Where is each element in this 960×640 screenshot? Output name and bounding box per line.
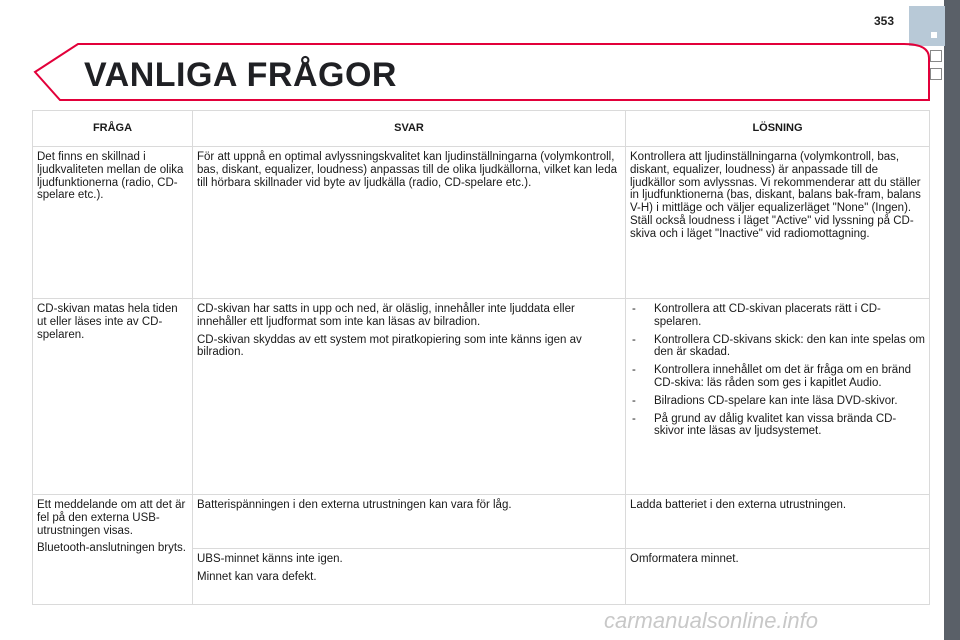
column-header-question: FRÅGA: [33, 111, 193, 147]
watermark: carmanualsonline.info: [604, 608, 819, 633]
square-outline-icon: [930, 68, 942, 80]
table-row: [33, 299, 930, 495]
list-item: - På grund av dålig kvalitet kan vissa brända CD-skivor inte läsas av ljudsystemet.: [632, 412, 897, 438]
table-header-row: [33, 111, 930, 147]
list-item: - Kontrollera att CD-skivan placerats rätt i CD-spelaren.: [632, 303, 881, 328]
answer-text: CD-skivan skyddas av ett system mot piratkopiering som inte känns igen av bilradion.: [197, 333, 582, 359]
column-header-answer: SVAR: [193, 111, 626, 147]
solution-text: Ladda batteriet i den externa utrustningen.: [630, 499, 847, 511]
answer-cell: [193, 495, 626, 549]
solution-item-text: Kontrollera innehållet om det är fråga om en bränd CD-skiva: läs råden som ges i kapitlet Audio.: [654, 364, 911, 389]
faq-table: [32, 110, 930, 605]
page-number: 353: [874, 14, 895, 28]
answer-text: Minnet kan vara defekt.: [197, 570, 317, 583]
solution-item-text: Kontrollera CD-skivans skick: den kan inte spelas om den är skadad.: [654, 333, 926, 359]
right-edge-strip: [944, 0, 960, 640]
solution-cell: [626, 147, 930, 299]
solution-item-text: På grund av dålig kvalitet kan vissa brända CD-skivor inte läsas av ljudsystemet.: [654, 412, 897, 438]
question-cell: [33, 299, 193, 495]
table-row: [33, 147, 930, 299]
answer-text: CD-skivan har satts in upp och ned, är oläslig, innehåller inte ljuddata eller innehåller ett ljudformat som inte kan läsas av bilradion.: [197, 303, 575, 328]
answer-text: För att uppnå en optimal avlyssningskvalitet kan ljudinställningarna (volymkontroll, bas, diskant, equalizer, loudness) anpassas till de olika ljudkällorna, vilket kan leda till hörbara skillnader vid byte av ljudkälla (radio, CD-spelare etc.).: [197, 151, 617, 189]
solution-item-text: Kontrollera att CD-skivan placerats rätt i CD-spelaren.: [654, 303, 881, 328]
square-outline-icon: [930, 50, 942, 62]
question-text: CD-skivan matas hela tiden ut eller läses inte av CD-spelaren.: [37, 303, 178, 341]
question-text: Det finns en skillnad i ljudkvaliteten mellan de olika ljudfunktionerna (radio, CD-spelare etc.).: [37, 151, 184, 202]
page-title: VANLIGA FRÅGOR: [84, 56, 397, 94]
solution-cell: [626, 495, 930, 549]
solution-text: Omformatera minnet.: [630, 553, 739, 565]
list-item: - Bilradions CD-spelare kan inte läsa DVD-skivor.: [632, 394, 898, 407]
chapter-tab-marker: [931, 32, 937, 38]
answer-cell: [193, 147, 626, 299]
solution-text: Kontrollera att ljudinställningarna (volymkontroll, bas, diskant, equalizer, loudness) är anpassade till de ljudkällor som avlyssnas. Vi rekommenderar att du ställer in ljudfunktionerna (bas, diskant, balans bak-fram, balans V-H) i mittläge och väljer equalizerläget "None" (Ingen). Ställ också loudness i läget "Active" vid lyssning på CD-skiva och i läget "Inactive" vid radiomottagning.: [630, 151, 921, 240]
question-cell: [33, 495, 193, 605]
table-row: [33, 495, 930, 549]
list-item: - Kontrollera innehållet om det är fråga om en bränd CD-skiva: läs råden som ges i kapitlet Audio.: [632, 364, 911, 389]
column-header-solution: LÖSNING: [626, 111, 930, 147]
list-item: - Kontrollera CD-skivans skick: den kan inte spelas om den är skadad.: [632, 333, 926, 359]
solution-item-text: Bilradions CD-spelare kan inte läsa DVD-skivor.: [654, 394, 898, 407]
solution-cell: [626, 299, 930, 495]
answer-text: Batterispänningen i den externa utrustningen kan vara för låg.: [197, 499, 512, 511]
answer-cell: [193, 549, 626, 605]
question-cell: [33, 147, 193, 299]
question-text: Bluetooth-anslutningen bryts.: [37, 542, 186, 555]
question-text: Ett meddelande om att det är fel på den externa USB-utrustningen visas.: [37, 499, 186, 537]
answer-cell: [193, 299, 626, 495]
answer-text: UBS-minnet känns inte igen.: [197, 553, 343, 565]
solution-list: [630, 303, 925, 438]
solution-cell: [626, 549, 930, 605]
title-bar: [0, 0, 930, 110]
